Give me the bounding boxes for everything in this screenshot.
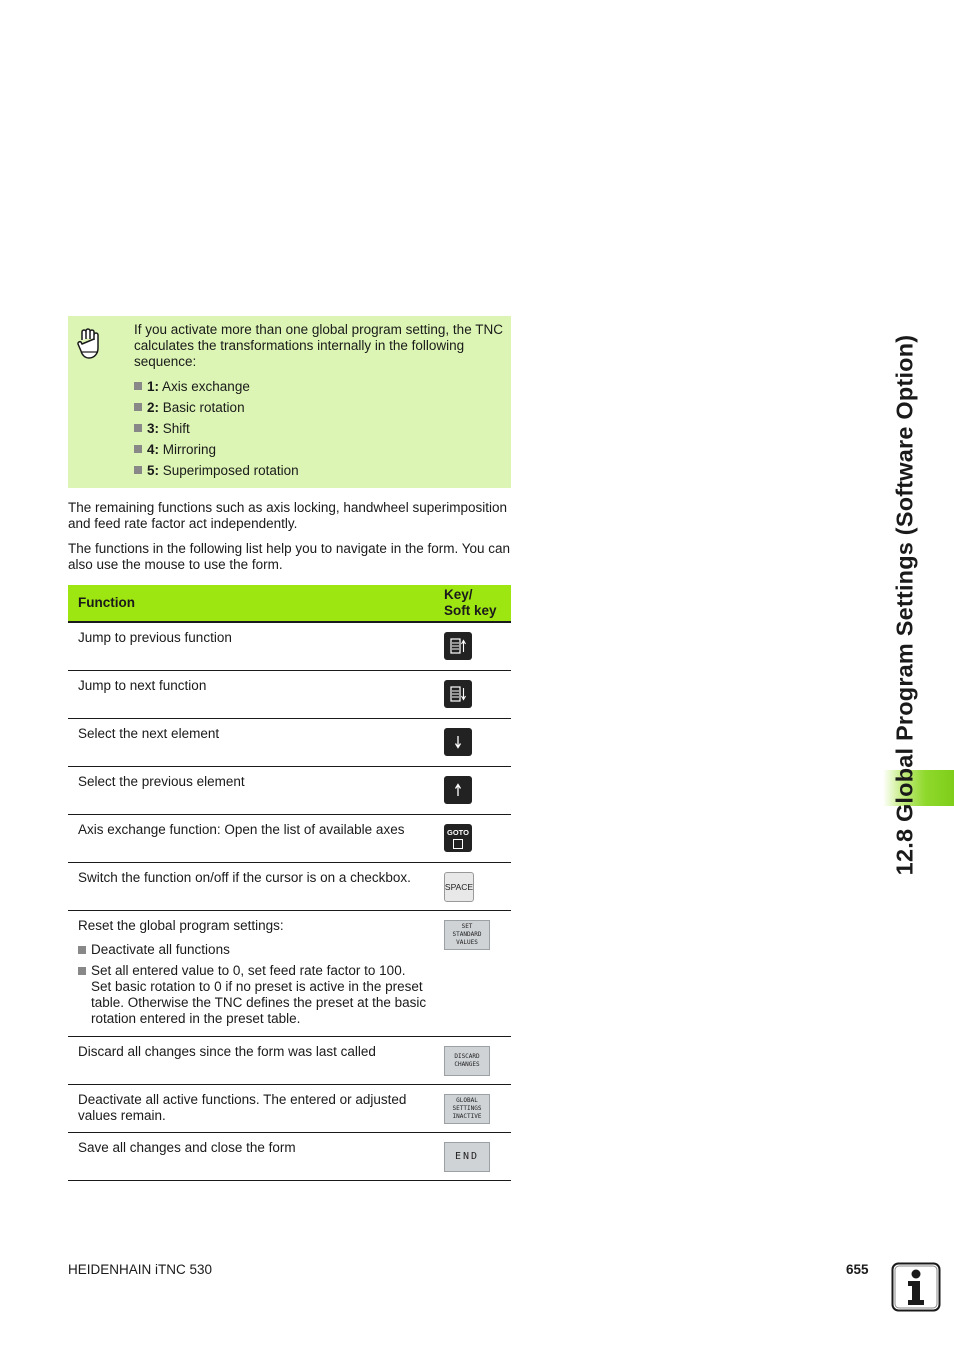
page-up-key-icon: [444, 632, 472, 660]
table-row: Reset the global program settings: Deactivate all functions Set all entered value to 0, set feed rate factor to 100. Set basic rotation to 0 if no preset is active in the preset table. Otherwise the TNC defines the preset at the basic rotation entered in the preset table. SET STANDARD VALUES: [68, 911, 511, 1037]
table-row: Save all changes and close the form END: [68, 1133, 511, 1181]
sequence-list: [134, 379, 299, 484]
bullet-icon: [134, 445, 142, 453]
table-row: Select the next element: [68, 719, 511, 767]
bullet-icon: [134, 403, 142, 411]
list-item: 5: Superimposed rotation: [134, 463, 299, 484]
table-row: Discard all changes since the form was last called DISCARD CHANGES: [68, 1037, 511, 1085]
bullet-icon: [78, 967, 86, 975]
header-function: Function: [78, 595, 135, 610]
paragraph: The remaining functions such as axis locking, handwheel superimposition and feed rate factor act independently.: [68, 500, 507, 531]
list-item: 4: Mirroring: [134, 442, 299, 463]
bullet-icon: [78, 946, 86, 954]
page-number: 655: [846, 1262, 869, 1277]
table-row: Jump to previous function: [68, 623, 511, 671]
list-item: Set all entered value to 0, set feed rate factor to 100. Set basic rotation to 0 if no preset is active in the preset table. Otherwise the TNC defines the preset at the basic rotation entered in the preset table.: [78, 963, 428, 1027]
note-text: If you activate more than one global program setting, the TNC calculates the transformations internally in the following sequence:: [134, 322, 503, 369]
set-standard-values-softkey: SET STANDARD VALUES: [444, 920, 490, 950]
goto-key: GOTO: [444, 824, 472, 852]
chapter-side-title: 12.8 Global Program Settings (Software Option): [891, 334, 918, 876]
header-key: Key/ Soft key: [444, 587, 497, 618]
info-icon: [891, 1262, 941, 1312]
list-item: 3: Shift: [134, 421, 299, 442]
bullet-icon: [134, 382, 142, 390]
discard-changes-softkey: DISCARD CHANGES: [444, 1046, 490, 1076]
arrow-down-key-icon: [444, 728, 472, 756]
bullet-icon: [134, 466, 142, 474]
table-row: Axis exchange function: Open the list of available axes GOTO: [68, 815, 511, 863]
page-down-key-icon: [444, 680, 472, 708]
footer-product: HEIDENHAIN iTNC 530: [68, 1262, 213, 1277]
bullet-icon: [134, 424, 142, 432]
space-key: SPACE: [444, 872, 474, 902]
table-row: Deactivate all active functions. The entered or adjusted values remain. GLOBAL SETTINGS INACTIVE: [68, 1085, 511, 1133]
reset-sub-list: [78, 942, 428, 1027]
table-row: Jump to next function: [68, 671, 511, 719]
note-box: [68, 316, 511, 488]
table-header: [68, 585, 511, 623]
arrow-up-key-icon: [444, 776, 472, 804]
list-item: Deactivate all functions: [78, 942, 428, 958]
end-key: END: [444, 1142, 490, 1172]
table-row: Switch the function on/off if the cursor is on a checkbox. SPACE: [68, 863, 511, 911]
paragraph: The functions in the following list help you to navigate in the form. You can also use the mouse to use the form.: [68, 541, 511, 572]
list-item: 1: Axis exchange: [134, 379, 299, 400]
list-item: 2: Basic rotation: [134, 400, 299, 421]
hand-pointing-icon: [76, 326, 104, 362]
global-settings-inactive-softkey: GLOBAL SETTINGS INACTIVE: [444, 1094, 490, 1124]
function-table: [68, 585, 511, 1181]
table-row: Select the previous element: [68, 767, 511, 815]
goto-square-icon: [453, 839, 463, 849]
